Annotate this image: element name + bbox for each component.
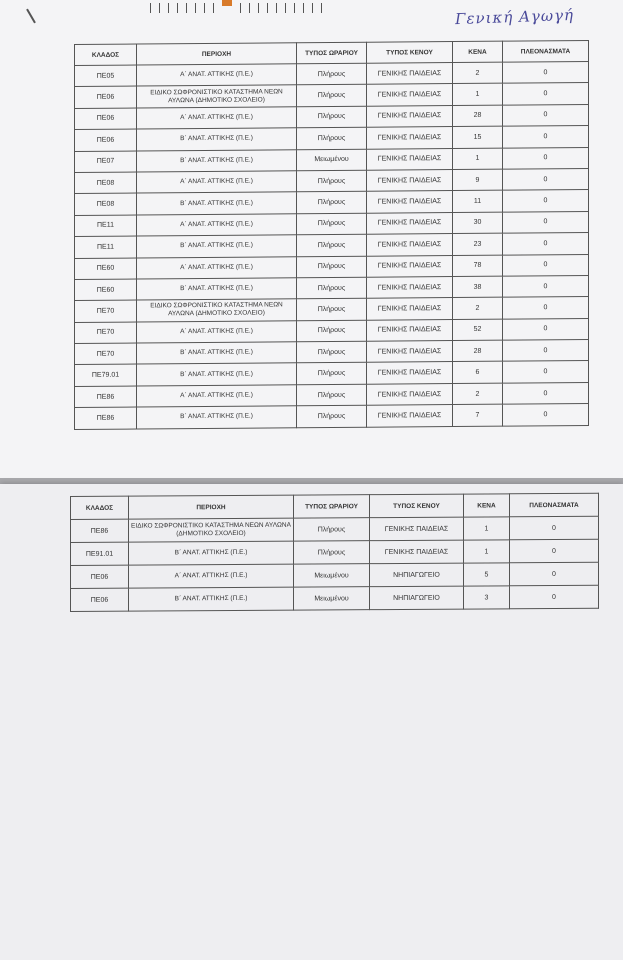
header-kena: ΚΕΝΑ xyxy=(453,41,503,62)
table-row xyxy=(75,404,589,429)
cell-periochi: Α΄ ΑΝΑΤ. ΑΤΤΙΚΗΣ (Π.Ε.) xyxy=(129,564,294,588)
cell-typos-kenou: ΓΕΝΙΚΗΣ ΠΑΙΔΕΙΑΣ xyxy=(367,127,453,149)
cell-klados: ΠΕ07 xyxy=(75,151,137,173)
cell-kena: 38 xyxy=(453,276,503,298)
header-typos-kenou: ΤΥΠΟΣ ΚΕΝΟΥ xyxy=(370,494,464,518)
cell-periochi: Α΄ ΑΝΑΤ. ΑΤΤΙΚΗΣ (Π.Ε.) xyxy=(137,171,297,194)
cell-typos-orariou: Μειωμένου xyxy=(297,149,367,171)
cell-typos-orariou: Πλήρους xyxy=(297,63,367,85)
cell-klados: ΠΕ86 xyxy=(75,407,137,429)
cell-typos-kenou: ΝΗΠΙΑΓΩΓΕΙΟ xyxy=(370,586,464,610)
cell-periochi: Α΄ ΑΝΑΤ. ΑΤΤΙΚΗΣ (Π.Ε.) xyxy=(137,320,297,343)
header-kena: ΚΕΝΑ xyxy=(464,494,510,517)
header-periochi: ΠΕΡΙΟΧΗ xyxy=(129,495,294,519)
cell-pleonasmata: 0 xyxy=(503,382,589,404)
cell-klados: ΠΕ79.01 xyxy=(75,364,137,386)
cell-typos-kenou: ΓΕΝΙΚΗΣ ΠΑΙΔΕΙΑΣ xyxy=(367,191,453,213)
cell-kena: 6 xyxy=(453,362,503,384)
cell-klados: ΠΕ60 xyxy=(75,279,137,301)
cell-pleonasmata: 0 xyxy=(503,275,589,297)
cell-typos-orariou: Πλήρους xyxy=(297,170,367,192)
cell-kena: 28 xyxy=(453,340,503,362)
cell-typos-kenou: ΓΕΝΙΚΗΣ ΠΑΙΔΕΙΑΣ xyxy=(367,319,453,341)
cell-kena: 3 xyxy=(464,586,510,609)
cell-typos-orariou: Πλήρους xyxy=(297,320,367,342)
cell-typos-orariou: Πλήρους xyxy=(297,127,367,149)
cell-pleonasmata: 0 xyxy=(510,539,599,563)
cell-periochi: ΕΙΔΙΚΟ ΣΩΦΡΟΝΙΣΤΙΚΟ ΚΑΤΑΣΤΗΜΑ ΝΕΩΝ ΑΥΛΩΝΑ (ΔΗΜΟΤΙΚΟ ΣΧΟΛΕΙΟ) xyxy=(129,518,294,542)
cell-kena: 7 xyxy=(453,404,503,426)
cell-pleonasmata: 0 xyxy=(503,126,589,148)
cell-periochi: Β΄ ΑΝΑΤ. ΑΤΤΙΚΗΣ (Π.Ε.) xyxy=(137,278,297,301)
cell-klados: ΠΕ11 xyxy=(75,215,137,237)
cell-kena: 11 xyxy=(453,190,503,212)
cell-typos-orariou: Πλήρους xyxy=(297,85,367,107)
cell-periochi: Β΄ ΑΝΑΤ. ΑΤΤΙΚΗΣ (Π.Ε.) xyxy=(137,342,297,365)
cell-periochi: Β΄ ΑΝΑΤ. ΑΤΤΙΚΗΣ (Π.Ε.) xyxy=(137,235,297,258)
cell-typos-kenou: ΓΕΝΙΚΗΣ ΠΑΙΔΕΙΑΣ xyxy=(367,234,453,256)
cell-pleonasmata: 0 xyxy=(503,147,589,169)
cell-klados: ΠΕ60 xyxy=(75,258,137,280)
cell-kena: 1 xyxy=(464,517,510,540)
cell-pleonasmata: 0 xyxy=(503,104,589,126)
table-header-row xyxy=(71,493,599,519)
cell-klados: ΠΕ05 xyxy=(75,65,137,87)
cell-periochi: ΕΙΔΙΚΟ ΣΩΦΡΟΝΙΣΤΙΚΟ ΚΑΤΑΣΤΗΜΑ ΝΕΩΝ ΑΥΛΩΝΑ (ΔΗΜΟΤΙΚΟ ΣΧΟΛΕΙΟ) xyxy=(137,85,297,108)
cell-klados: ΠΕ08 xyxy=(75,172,137,194)
cell-typos-orariou: Πλήρους xyxy=(297,213,367,235)
cell-klados: ΠΕ70 xyxy=(75,300,137,322)
cell-kena: 9 xyxy=(453,169,503,191)
cell-typos-kenou: ΓΕΝΙΚΗΣ ΠΑΙΔΕΙΑΣ xyxy=(367,255,453,277)
cell-typos-kenou: ΓΕΝΙΚΗΣ ΠΑΙΔΕΙΑΣ xyxy=(367,383,453,405)
cell-klados: ΠΕ86 xyxy=(75,386,137,408)
cell-pleonasmata: 0 xyxy=(503,254,589,276)
cell-kena: 2 xyxy=(453,62,503,84)
cell-periochi: Β΄ ΑΝΑΤ. ΑΤΤΙΚΗΣ (Π.Ε.) xyxy=(137,128,297,151)
cell-kena: 28 xyxy=(453,105,503,127)
cell-periochi: Β΄ ΑΝΑΤ. ΑΤΤΙΚΗΣ (Π.Ε.) xyxy=(137,406,297,429)
document-page-1 xyxy=(0,0,623,478)
vacancies-table-1 xyxy=(74,40,589,430)
cell-typos-kenou: ΓΕΝΙΚΗΣ ΠΑΙΔΕΙΑΣ xyxy=(370,517,464,541)
cell-klados: ΠΕ06 xyxy=(71,565,129,588)
cell-kena: 78 xyxy=(453,255,503,277)
cell-kena: 1 xyxy=(453,148,503,170)
cell-pleonasmata: 0 xyxy=(503,61,589,83)
cell-kena: 15 xyxy=(453,126,503,148)
cell-pleonasmata: 0 xyxy=(503,340,589,362)
header-pleonasmata: ΠΛΕΟΝΑΣΜΑΤΑ xyxy=(510,493,599,517)
cell-periochi: ΕΙΔΙΚΟ ΣΩΦΡΟΝΙΣΤΙΚΟ ΚΑΤΑΣΤΗΜΑ ΝΕΩΝ ΑΥΛΩΝΑ (ΔΗΜΟΤΙΚΟ ΣΧΟΛΕΙΟ) xyxy=(137,299,297,322)
cell-typos-kenou: ΓΕΝΙΚΗΣ ΠΑΙΔΕΙΑΣ xyxy=(367,105,453,127)
cell-periochi: Β΄ ΑΝΑΤ. ΑΤΤΙΚΗΣ (Π.Ε.) xyxy=(137,149,297,172)
cell-pleonasmata: 0 xyxy=(503,233,589,255)
header-typos-orariou: ΤΥΠΟΣ ΩΡΑΡΙΟΥ xyxy=(294,495,370,518)
cell-typos-kenou: ΝΗΠΙΑΓΩΓΕΙΟ xyxy=(370,563,464,587)
cell-kena: 5 xyxy=(464,563,510,586)
cell-typos-orariou: Μειωμένου xyxy=(294,564,370,587)
cell-klados: ΠΕ06 xyxy=(71,588,129,611)
cell-pleonasmata: 0 xyxy=(510,562,599,586)
cell-typos-kenou: ΓΕΝΙΚΗΣ ΠΑΙΔΕΙΑΣ xyxy=(370,540,464,564)
ruler-marks xyxy=(150,0,360,10)
vacancies-table-2 xyxy=(70,493,599,612)
cell-typos-kenou: ΓΕΝΙΚΗΣ ΠΑΙΔΕΙΑΣ xyxy=(367,148,453,170)
cell-kena: 1 xyxy=(453,84,503,106)
cell-typos-orariou: Πλήρους xyxy=(297,405,367,427)
cell-klados: ΠΕ06 xyxy=(75,129,137,151)
header-klados: ΚΛΑΔΟΣ xyxy=(71,496,129,519)
cell-pleonasmata: 0 xyxy=(510,516,599,540)
cell-klados: ΠΕ91.01 xyxy=(71,542,129,565)
cell-typos-kenou: ΓΕΝΙΚΗΣ ΠΑΙΔΕΙΑΣ xyxy=(367,341,453,363)
table-row xyxy=(71,539,599,565)
table-row xyxy=(71,562,599,588)
cell-pleonasmata: 0 xyxy=(503,404,589,426)
cell-typos-kenou: ΓΕΝΙΚΗΣ ΠΑΙΔΕΙΑΣ xyxy=(367,63,453,85)
cell-klados: ΠΕ86 xyxy=(71,519,129,542)
cell-typos-kenou: ΓΕΝΙΚΗΣ ΠΑΙΔΕΙΑΣ xyxy=(367,212,453,234)
cell-typos-orariou: Πλήρους xyxy=(297,234,367,256)
cell-periochi: Α΄ ΑΝΑΤ. ΑΤΤΙΚΗΣ (Π.Ε.) xyxy=(137,213,297,236)
cell-typos-kenou: ΓΕΝΙΚΗΣ ΠΑΙΔΕΙΑΣ xyxy=(367,362,453,384)
cell-typos-orariou: Πλήρους xyxy=(297,256,367,278)
table-row xyxy=(71,585,599,611)
cell-typos-orariou: Μειωμένου xyxy=(294,587,370,610)
cell-klados: ΠΕ08 xyxy=(75,193,137,215)
cell-periochi: Β΄ ΑΝΑΤ. ΑΤΤΙΚΗΣ (Π.Ε.) xyxy=(137,363,297,386)
cell-typos-kenou: ΓΕΝΙΚΗΣ ΠΑΙΔΕΙΑΣ xyxy=(367,298,453,320)
cell-kena: 23 xyxy=(453,233,503,255)
cell-pleonasmata: 0 xyxy=(503,211,589,233)
cell-klados: ΠΕ70 xyxy=(75,343,137,365)
header-typos-orariou: ΤΥΠΟΣ ΩΡΑΡΙΟΥ xyxy=(297,42,367,64)
cell-pleonasmata: 0 xyxy=(510,585,599,609)
header-typos-kenou: ΤΥΠΟΣ ΚΕΝΟΥ xyxy=(367,42,453,64)
cell-periochi: Α΄ ΑΝΑΤ. ΑΤΤΙΚΗΣ (Π.Ε.) xyxy=(137,385,297,408)
cell-klados: ΠΕ70 xyxy=(75,322,137,344)
cell-typos-orariou: Πλήρους xyxy=(297,106,367,128)
cell-kena: 2 xyxy=(453,383,503,405)
cell-pleonasmata: 0 xyxy=(503,190,589,212)
cell-typos-orariou: Πλήρους xyxy=(297,298,367,320)
cell-periochi: Β΄ ΑΝΑΤ. ΑΤΤΙΚΗΣ (Π.Ε.) xyxy=(129,541,294,565)
cell-typos-orariou: Πλήρους xyxy=(297,384,367,406)
cell-pleonasmata: 0 xyxy=(503,361,589,383)
cell-pleonasmata: 0 xyxy=(503,83,589,105)
cell-kena: 2 xyxy=(453,297,503,319)
cell-typos-orariou: Πλήρους xyxy=(297,341,367,363)
header-pleonasmata: ΠΛΕΟΝΑΣΜΑΤΑ xyxy=(503,40,589,62)
cell-periochi: Α΄ ΑΝΑΤ. ΑΤΤΙΚΗΣ (Π.Ε.) xyxy=(137,107,297,130)
header-periochi: ΠΕΡΙΟΧΗ xyxy=(137,43,297,65)
cell-kena: 52 xyxy=(453,319,503,341)
cell-periochi: Α΄ ΑΝΑΤ. ΑΤΤΙΚΗΣ (Π.Ε.) xyxy=(137,64,297,87)
handwritten-note: Γενική Αγωγή xyxy=(454,5,575,29)
cell-typos-kenou: ΓΕΝΙΚΗΣ ΠΑΙΔΕΙΑΣ xyxy=(367,405,453,427)
cell-typos-orariou: Πλήρους xyxy=(297,192,367,214)
table-row xyxy=(71,516,599,542)
cell-periochi: Α΄ ΑΝΑΤ. ΑΤΤΙΚΗΣ (Π.Ε.) xyxy=(137,256,297,279)
cell-typos-orariou: Πλήρους xyxy=(294,541,370,564)
cell-pleonasmata: 0 xyxy=(503,297,589,319)
cell-kena: 30 xyxy=(453,212,503,234)
header-klados: ΚΛΑΔΟΣ xyxy=(75,44,137,65)
cell-typos-orariou: Πλήρους xyxy=(294,518,370,541)
cell-pleonasmata: 0 xyxy=(503,318,589,340)
pen-mark xyxy=(26,9,36,24)
cell-pleonasmata: 0 xyxy=(503,168,589,190)
cell-periochi: Β΄ ΑΝΑΤ. ΑΤΤΙΚΗΣ (Π.Ε.) xyxy=(137,192,297,215)
cell-periochi: Β΄ ΑΝΑΤ. ΑΤΤΙΚΗΣ (Π.Ε.) xyxy=(129,587,294,611)
cell-kena: 1 xyxy=(464,540,510,563)
cell-typos-kenou: ΓΕΝΙΚΗΣ ΠΑΙΔΕΙΑΣ xyxy=(367,169,453,191)
cell-klados: ΠΕ06 xyxy=(75,108,137,130)
cell-typos-kenou: ΓΕΝΙΚΗΣ ΠΑΙΔΕΙΑΣ xyxy=(367,276,453,298)
cell-typos-orariou: Πλήρους xyxy=(297,363,367,385)
cell-klados: ΠΕ11 xyxy=(75,236,137,258)
cell-typos-orariou: Πλήρους xyxy=(297,277,367,299)
cell-klados: ΠΕ06 xyxy=(75,86,137,108)
cell-typos-kenou: ΓΕΝΙΚΗΣ ΠΑΙΔΕΙΑΣ xyxy=(367,84,453,106)
